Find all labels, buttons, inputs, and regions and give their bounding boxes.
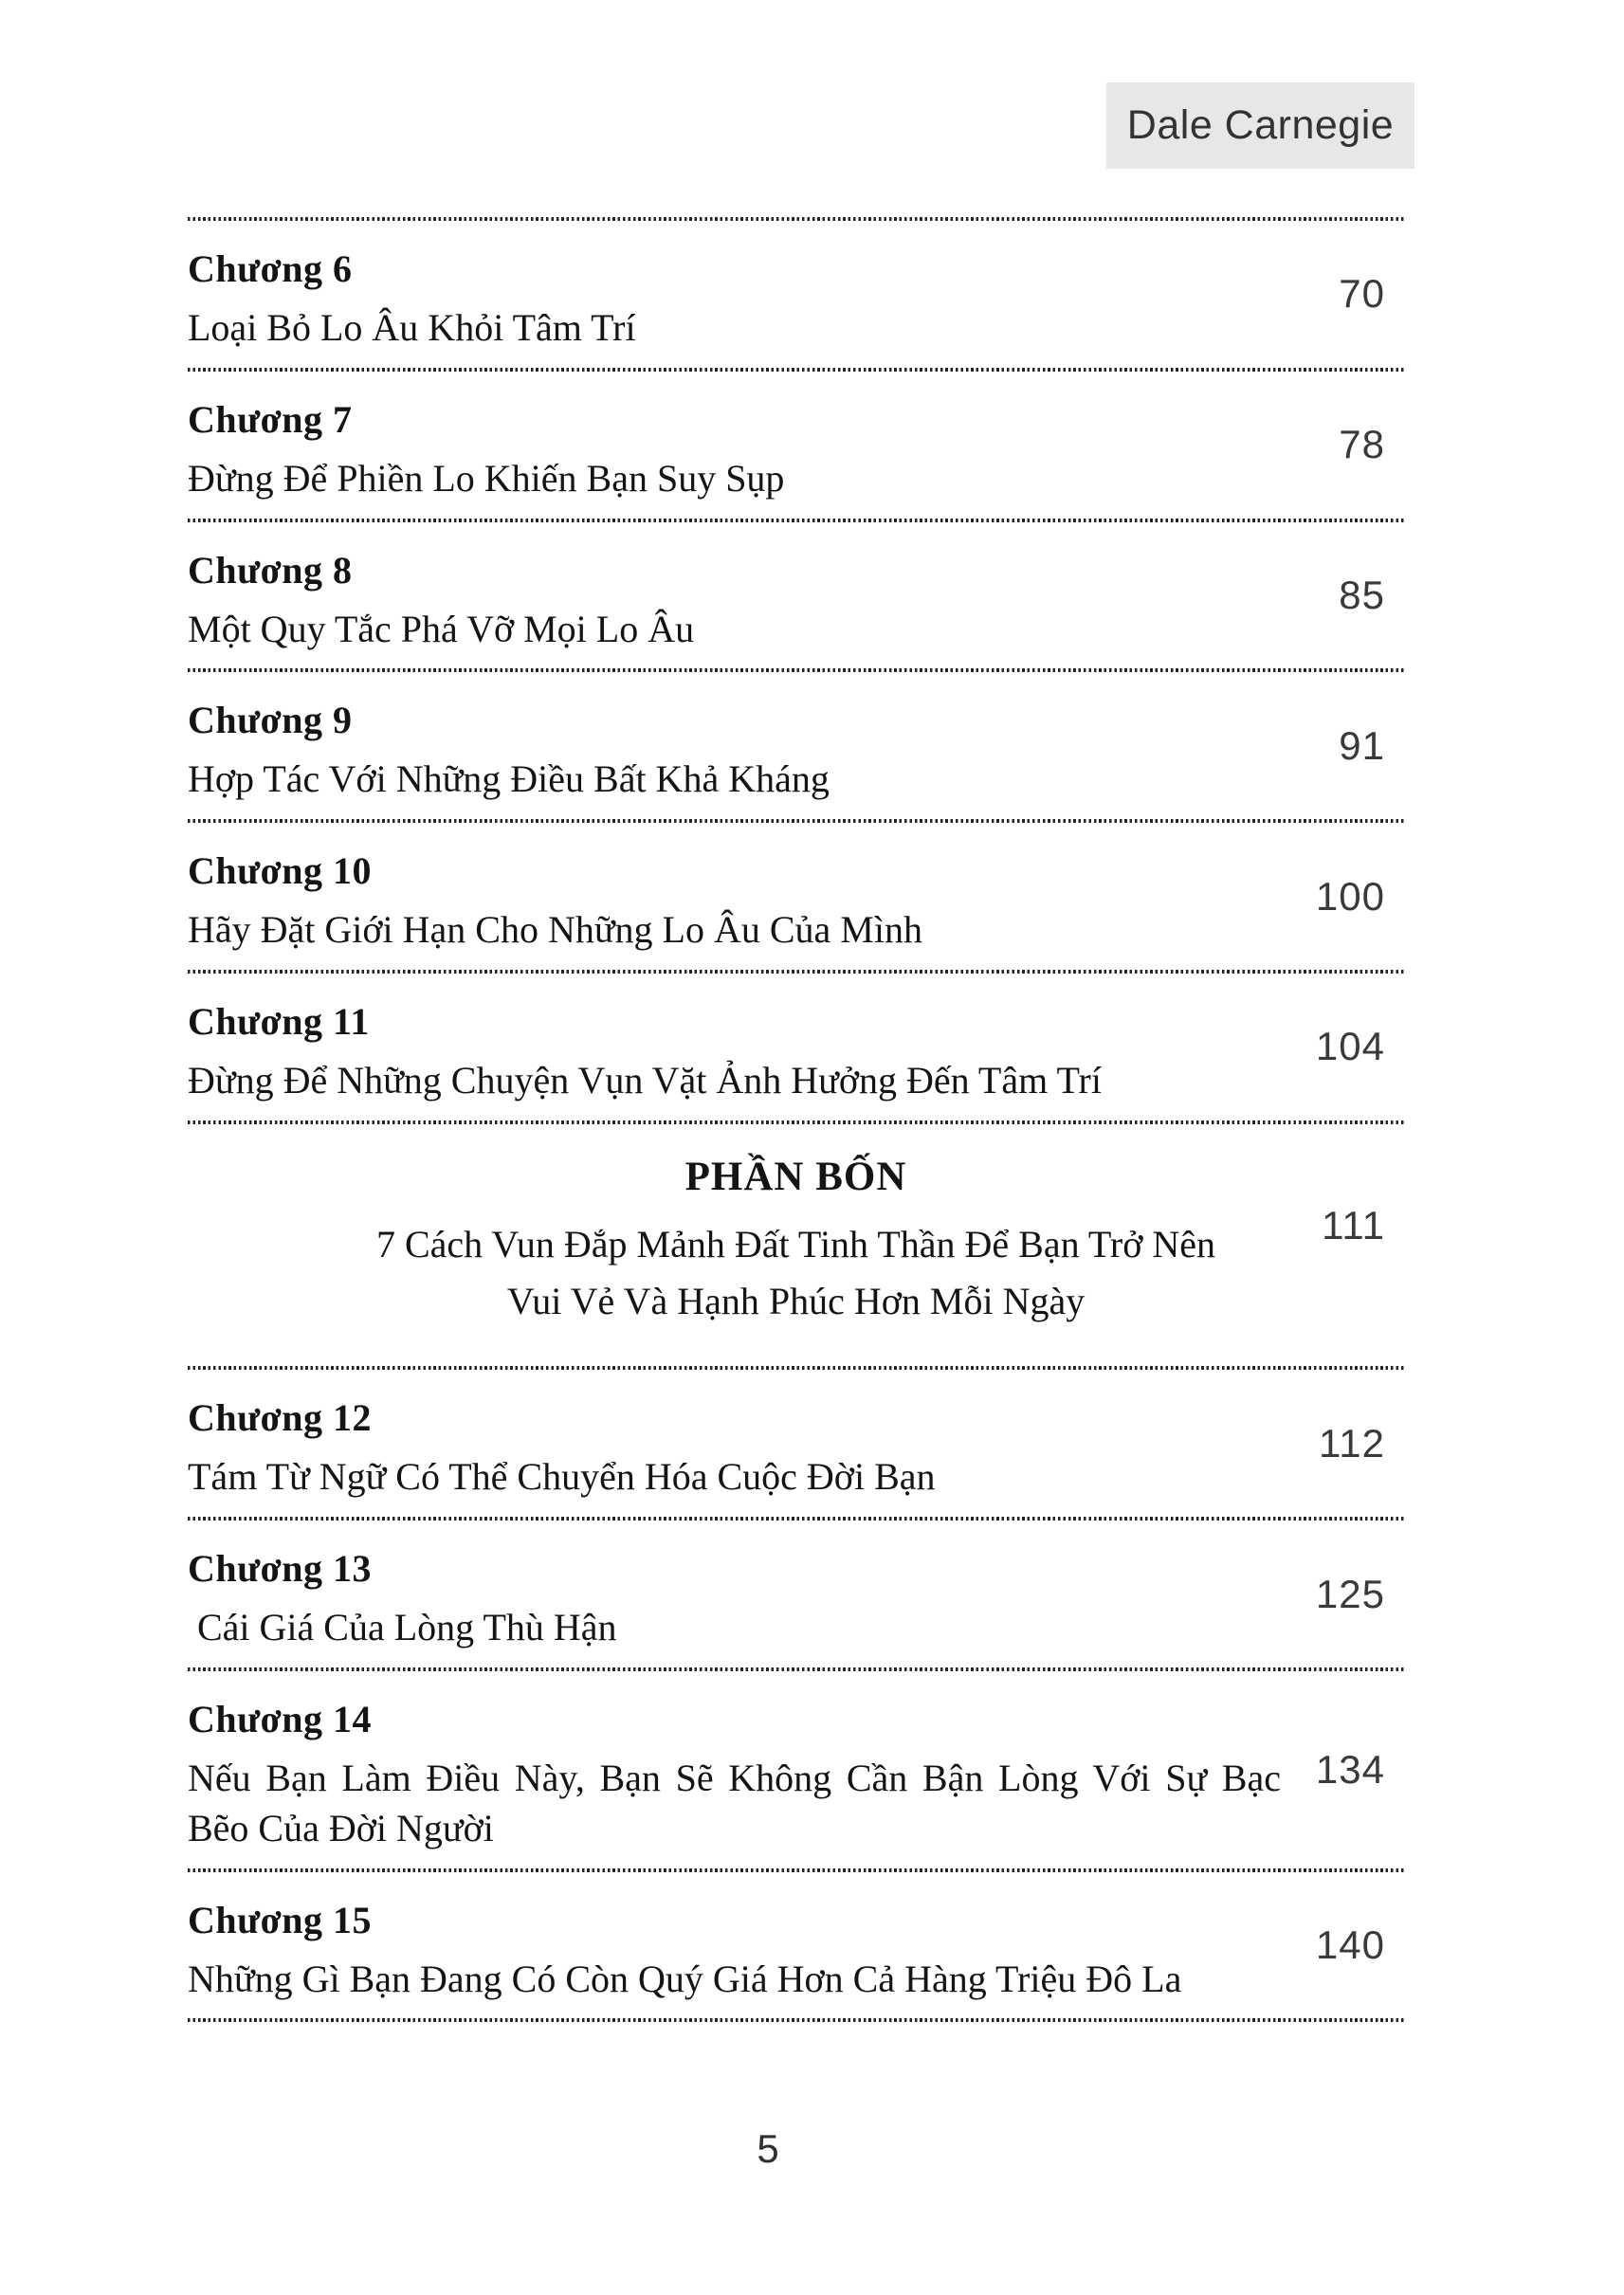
part-subtitle-line-1: 7 Cách Vun Đắp Mảnh Đất Tinh Thần Để Bạn Trở Nên [375, 1223, 1216, 1266]
toc-entry-chapter-6[interactable] [188, 221, 1404, 368]
chapter-title: Loại Bỏ Lo Âu Khỏi Tâm Trí [188, 306, 636, 349]
chapter-label: Chương 13 [188, 1547, 373, 1591]
page-number: 140 [1315, 1922, 1385, 1967]
toc-entry-chapter-13[interactable] [188, 1521, 1404, 1667]
page-number: 91 [1339, 722, 1385, 768]
toc-entry-part-four[interactable] [188, 1124, 1404, 1367]
toc-entry-chapter-12[interactable] [188, 1370, 1404, 1517]
table-of-contents [188, 217, 1404, 2022]
part-heading: PHẦN BỐN [684, 1154, 907, 1199]
chapter-title: Đừng Để Phiền Lo Khiến Bạn Suy Sụp [188, 456, 785, 500]
page-number: 70 [1339, 271, 1385, 317]
chapter-title: Hãy Đặt Giới Hạn Cho Những Lo Âu Của Mình [188, 908, 922, 952]
page-number: 78 [1339, 422, 1385, 467]
chapter-label: Chương 9 [188, 699, 353, 742]
page-number: 112 [1319, 1420, 1385, 1466]
page-number: 100 [1315, 873, 1385, 919]
chapter-label: Chương 8 [188, 548, 353, 592]
toc-entry-chapter-10[interactable] [188, 823, 1404, 970]
folio-page-number: 5 [757, 2126, 779, 2171]
chapter-title: Hợp Tác Với Những Điều Bất Khả Kháng [188, 757, 830, 801]
chapter-label: Chương 6 [188, 247, 353, 290]
chapter-title: Tám Từ Ngữ Có Thể Chuyển Hóa Cuộc Đời Bạn [188, 1455, 936, 1499]
page-number: 125 [1315, 1571, 1385, 1616]
part-subtitle-line-2: Vui Vẻ Và Hạnh Phúc Hơn Mỗi Ngày [506, 1280, 1086, 1323]
chapter-title: Một Quy Tắc Phá Vỡ Mọi Lo Âu [188, 607, 695, 650]
chapter-title: Cái Giá Của Lòng Thù Hận [188, 1606, 617, 1649]
chapter-title: Những Gì Bạn Đang Có Còn Quý Giá Hơn Cả Hàng Triệu Đô La [188, 1957, 1182, 2000]
dotted-divider [188, 2018, 1404, 2022]
chapter-label: Chương 11 [188, 999, 370, 1043]
author-name: Dale Carnegie [1126, 102, 1395, 148]
toc-entry-chapter-14[interactable] [188, 1671, 1404, 1868]
chapter-title: Đừng Để Những Chuyện Vụn Vặt Ảnh Hưởng Đến Tâm Trí [188, 1058, 1102, 1102]
toc-entry-chapter-7[interactable] [188, 372, 1404, 519]
toc-entry-chapter-8[interactable] [188, 522, 1404, 669]
toc-entry-chapter-11[interactable] [188, 974, 1404, 1120]
page-footer [0, 2126, 1536, 2172]
page-number: 134 [1315, 1746, 1385, 1792]
page-number: 85 [1339, 572, 1385, 617]
chapter-label: Chương 15 [188, 1898, 373, 1941]
chapter-title: Nếu Bạn Làm Điều Này, Bạn Sẽ Không Cần Bận Lòng Với Sự Bạc Bẽo Của Đời Người [188, 1756, 1281, 1849]
page-number: 104 [1315, 1024, 1385, 1069]
page-number: 111 [1322, 1203, 1385, 1248]
toc-entry-chapter-15[interactable] [188, 1872, 1404, 2019]
chapter-label: Chương 7 [188, 397, 353, 441]
chapter-label: Chương 14 [188, 1697, 373, 1740]
chapter-label: Chương 10 [188, 849, 373, 893]
chapter-label: Chương 12 [188, 1396, 373, 1440]
author-header-badge [1106, 82, 1414, 169]
toc-entry-chapter-9[interactable] [188, 672, 1404, 819]
